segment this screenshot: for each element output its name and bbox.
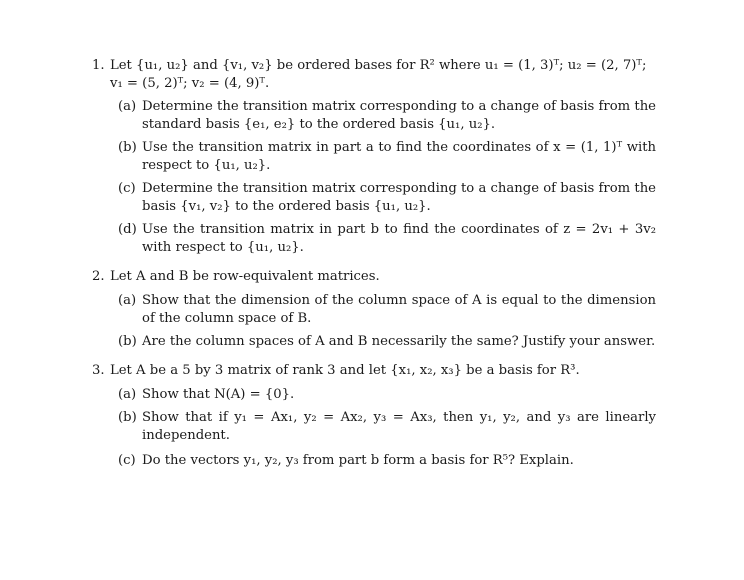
question-1c — [118, 180, 656, 216]
part-text: Determine the transition matrix corresponding to a change of basis from the basis {v₁, v₂} to the ordered basis {u₁, u₂}. — [142, 181, 656, 214]
question-number: 1. — [92, 58, 105, 73]
part-text: Show that N(A) = {0}. — [142, 387, 295, 402]
part-text: Do the vectors y₁, y₂, y₃ from part b form a basis for R⁵? Explain. — [142, 453, 574, 468]
question-text: Let A be a 5 by 3 matrix of rank 3 and let {x₁, x₂, x₃} be a basis for R³. — [110, 363, 580, 378]
part-text: Use the transition matrix in part a to find the coordinates of x = (1, 1)ᵀ with respect to {u₁, u₂}. — [142, 140, 656, 173]
question-3 — [92, 362, 657, 380]
question-1b — [118, 139, 656, 175]
part-text: Show that if y₁ = Ax₁, y₂ = Ax₂, y₃ = Ax₃, then y₁, y₂, and y₃ are linearly independent. — [142, 410, 656, 443]
question-2a — [118, 292, 656, 328]
question-number: 2. — [92, 269, 105, 284]
part-text: Are the column spaces of A and B necessarily the same? Justify your answer. — [142, 334, 656, 349]
question-1a — [118, 98, 656, 134]
question-3a — [118, 386, 656, 404]
question-2b — [118, 333, 656, 351]
question-number: 3. — [92, 363, 105, 378]
question-3b — [118, 409, 656, 445]
part-label: (c) — [118, 453, 136, 468]
part-label: (a) — [118, 99, 137, 114]
part-text: Show that the dimension of the column space of A is equal to the dimension of the column space of B. — [142, 293, 656, 326]
question-3c — [118, 452, 656, 470]
part-label: (b) — [118, 410, 137, 425]
question-text-line-2: v₁ = (5, 2)ᵀ; v₂ = (4, 9)ᵀ. — [110, 76, 270, 91]
part-label: (d) — [118, 222, 137, 237]
question-text-line-1: Let {u₁, u₂} and {v₁, v₂} be ordered bases for R² where u₁ = (1, 3)ᵀ; u₂ = (2, 7)ᵀ; — [110, 58, 647, 73]
part-label: (b) — [118, 140, 137, 155]
part-label: (a) — [118, 387, 137, 402]
question-text: Let A and B be row-equivalent matrices. — [110, 269, 380, 284]
question-1d — [118, 221, 656, 257]
part-text: Use the transition matrix in part b to find the coordinates of z = 2v₁ + 3v₂ with respect to {u₁, u₂}. — [142, 222, 656, 255]
part-label: (a) — [118, 293, 137, 308]
part-label: (b) — [118, 334, 137, 349]
part-text: Determine the transition matrix corresponding to a change of basis from the standard basis {e₁, e₂} to the ordered basis {u₁, u₂}. — [142, 99, 656, 132]
part-label: (c) — [118, 181, 136, 196]
question-2 — [92, 268, 657, 286]
question-1 — [92, 57, 657, 93]
